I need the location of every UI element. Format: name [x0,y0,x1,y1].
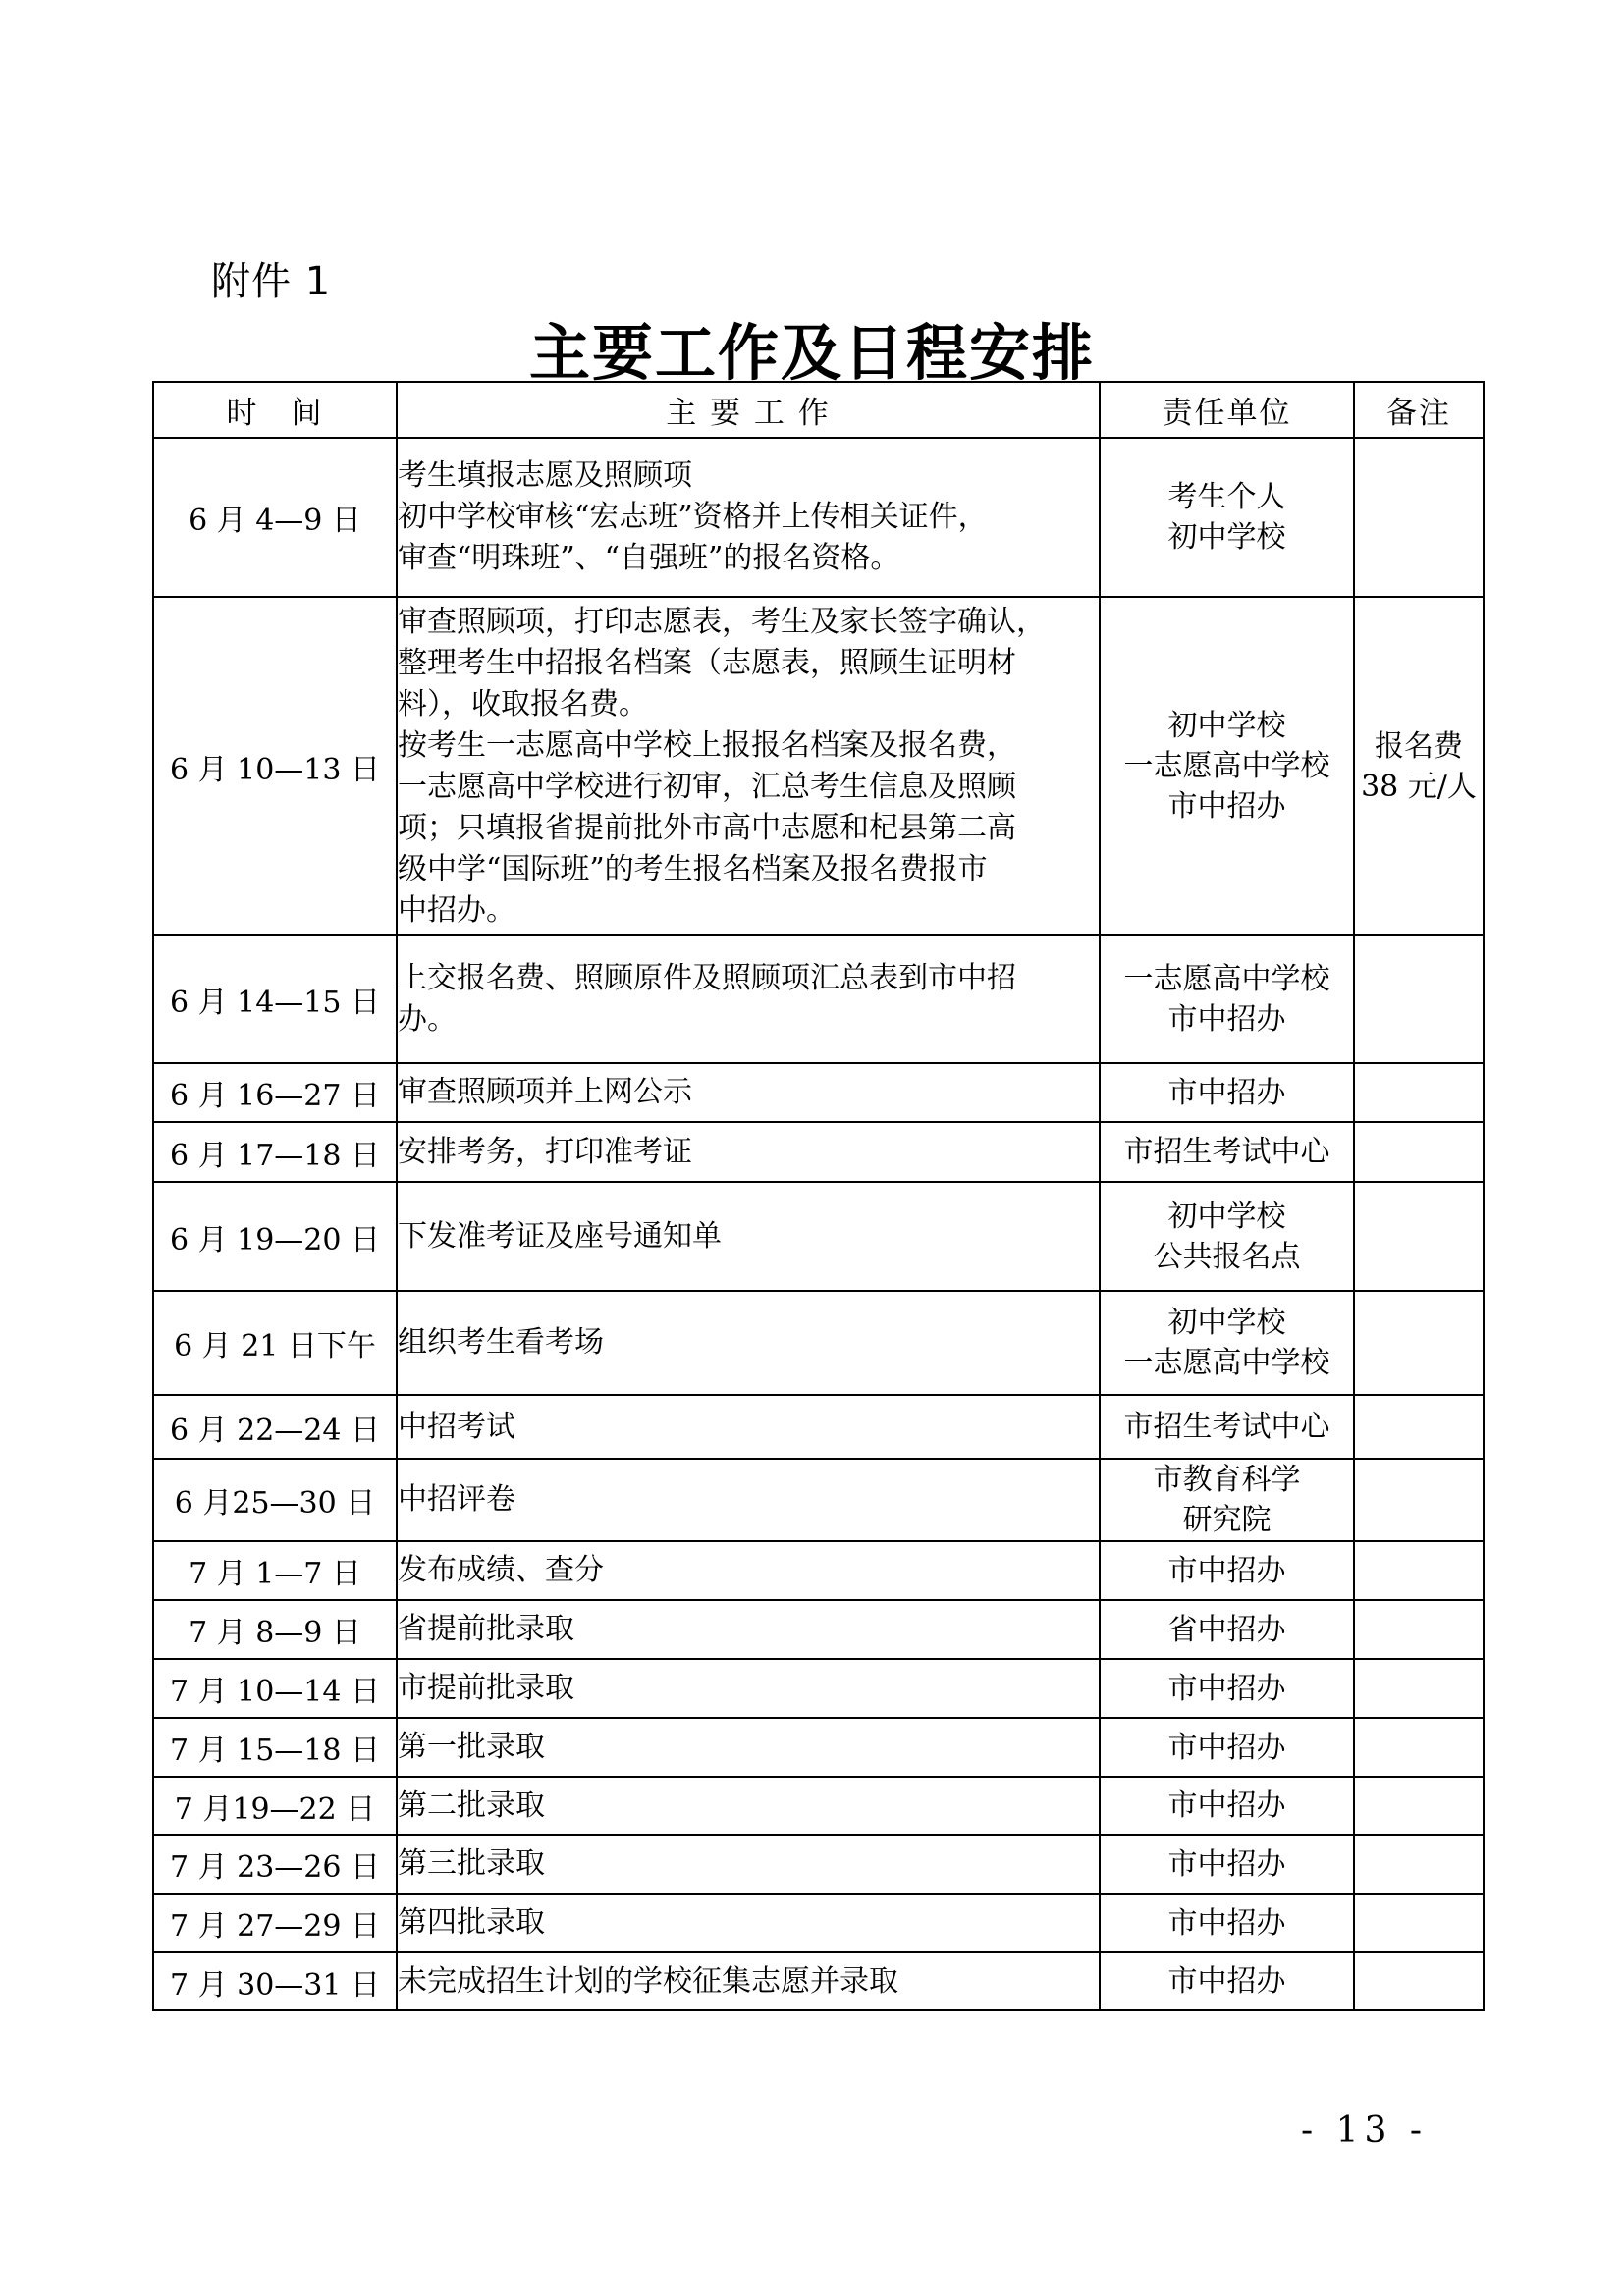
cell-note [1354,1063,1484,1122]
column-header-note: 备注 [1354,382,1484,438]
column-header-time: 时 间 [153,382,397,438]
table-row [153,1894,1484,1952]
cell-note [1354,1600,1484,1659]
cell-note [1354,1952,1484,2010]
cell-unit [1100,1122,1354,1182]
cell-work-line: 办。 [398,1002,457,1037]
cell-note [1354,1459,1484,1541]
table-row [153,1182,1484,1291]
table-row [153,1718,1484,1777]
cell-work [397,1182,1100,1291]
cell-work [397,1600,1100,1659]
cell-note [1354,1291,1484,1395]
cell-time: 6 月 17—18 日 [153,1122,397,1182]
cell-work [397,935,1100,1063]
cell-unit-line: 市招生考试中心 [1123,1410,1330,1444]
cell-work [397,1063,1100,1122]
cell-unit-line: 市中招办 [1167,1789,1286,1823]
cell-unit [1100,597,1354,935]
table-row [153,1291,1484,1395]
cell-time: 7 月 8—9 日 [153,1600,397,1659]
cell-work [397,1459,1100,1541]
cell-work [397,1777,1100,1835]
cell-unit-line: 初中学校 [1167,1306,1286,1340]
cell-unit [1100,1659,1354,1718]
cell-unit [1100,935,1354,1063]
cell-unit [1100,1894,1354,1952]
cell-unit [1100,1182,1354,1291]
table-row [153,935,1484,1063]
cell-work-line: 项；只填报省提前批外市高中志愿和杞县第二高 [398,810,1016,845]
cell-note [1354,438,1484,597]
cell-time: 6 月 4—9 日 [153,438,397,597]
cell-work-line: 中招考试 [398,1409,515,1444]
cell-work [397,1952,1100,2010]
cell-work [397,1122,1100,1182]
cell-unit-line: 省中招办 [1167,1612,1286,1647]
page-title: 主要工作及日程安排 [528,317,1095,389]
cell-time: 7 月 15—18 日 [153,1718,397,1777]
cell-work [397,1718,1100,1777]
cell-unit-line: 初中学校 [1167,709,1286,743]
cell-work [397,438,1100,597]
cell-time: 6 月 22—24 日 [153,1395,397,1459]
cell-time: 7 月 1—7 日 [153,1541,397,1600]
cell-work-line: 考生填报志愿及照顾项 [398,458,692,493]
table-body [153,438,1484,2010]
cell-work-line: 审查照顾项并上网公示 [398,1075,692,1109]
cell-unit [1100,1952,1354,2010]
cell-note [1354,1122,1484,1182]
cell-unit [1100,1541,1354,1600]
cell-unit-line: 一志愿高中学校 [1123,1346,1330,1380]
cell-work [397,1541,1100,1600]
cell-work [397,1835,1100,1894]
cell-time: 6 月 14—15 日 [153,935,397,1063]
cell-work [397,1291,1100,1395]
cell-time: 7 月 23—26 日 [153,1835,397,1894]
page-number: - 13 - [1301,2110,1429,2151]
cell-work-line: 第一批录取 [398,1730,545,1764]
cell-work [397,1894,1100,1952]
cell-unit-line: 市中招办 [1167,1002,1286,1037]
cell-note [1354,597,1484,935]
cell-unit [1100,1835,1354,1894]
cell-work-line: 中招办。 [398,892,515,928]
cell-time: 7 月19—22 日 [153,1777,397,1835]
cell-unit-line: 市教育科学 [1153,1463,1301,1497]
cell-note-line: 报名费 [1375,728,1463,764]
cell-work-line: 审查“明珠班”、“自强班”的报名资格。 [398,541,900,575]
cell-unit [1100,438,1354,597]
cell-note [1354,1777,1484,1835]
table-row [153,1659,1484,1718]
table-row [153,1777,1484,1835]
table-row [153,1395,1484,1459]
cell-unit-line: 初中学校 [1167,520,1286,555]
cell-unit-line: 市中招办 [1167,1730,1286,1765]
cell-note [1354,1659,1484,1718]
cell-work-line: 级中学“国际班”的考生报名档案及报名费报市 [398,851,988,886]
cell-unit [1100,1063,1354,1122]
cell-unit-line: 一志愿高中学校 [1123,962,1330,996]
table-row [153,1541,1484,1600]
cell-unit-line: 市中招办 [1167,1905,1286,1941]
cell-work-line: 初中学校审核“宏志班”资格并上传相关证件， [398,500,988,534]
cell-unit-line: 市中招办 [1167,1964,1286,1999]
cell-work-line: 组织考生看考场 [398,1325,604,1360]
cell-time: 7 月 30—31 日 [153,1952,397,2010]
cell-unit-line: 初中学校 [1167,1199,1286,1234]
cell-unit-line: 市中招办 [1167,1075,1286,1110]
column-header-unit: 责任单位 [1100,382,1354,438]
cell-work-line: 未完成招生计划的学校征集志愿并录取 [398,1963,898,1999]
cell-time: 7 月 10—14 日 [153,1659,397,1718]
cell-unit [1100,1777,1354,1835]
schedule-table [152,381,1485,2011]
table-row [153,1835,1484,1894]
cell-time: 6 月 10—13 日 [153,597,397,935]
cell-note [1354,1395,1484,1459]
cell-unit [1100,1291,1354,1395]
cell-work-line: 审查照顾项，打印志愿表，考生及家长签字确认， [398,604,1046,639]
column-header-work: 主 要 工 作 [397,382,1100,438]
cell-time: 6 月 16—27 日 [153,1063,397,1122]
cell-unit [1100,1459,1354,1541]
cell-time: 6 月 19—20 日 [153,1182,397,1291]
cell-work-line: 发布成绩、查分 [398,1553,604,1587]
table-row [153,597,1484,935]
cell-unit-line: 研究院 [1182,1503,1272,1537]
cell-note [1354,1541,1484,1600]
cell-work-line: 整理考生中招报名档案（志愿表，照顾生证明材 [398,645,1016,680]
cell-note [1354,1182,1484,1291]
cell-note [1354,1718,1484,1777]
cell-unit-line: 一志愿高中学校 [1123,749,1330,783]
table-row [153,438,1484,597]
cell-unit [1100,1600,1354,1659]
cell-unit-line: 市中招办 [1167,1553,1286,1588]
cell-work-line: 市提前批录取 [398,1671,574,1705]
attachment-label: 附件 1 [211,259,332,304]
cell-work [397,1659,1100,1718]
table-row [153,1600,1484,1659]
cell-work-line: 中招评卷 [398,1482,515,1517]
cell-unit [1100,1395,1354,1459]
cell-note [1354,935,1484,1063]
cell-unit-line: 市中招办 [1167,1846,1286,1882]
cell-work-line: 料），收取报名费。 [398,686,648,721]
cell-work-line: 第四批录取 [398,1905,545,1940]
cell-work-line: 第三批录取 [398,1846,545,1881]
cell-work-line: 上交报名费、照顾原件及照顾项汇总表到市中招 [398,961,1016,995]
cell-work-line: 省提前批录取 [398,1612,574,1646]
table-header-row [153,382,1484,438]
cell-unit-line: 公共报名点 [1153,1239,1301,1274]
cell-unit-line: 市招生考试中心 [1123,1135,1330,1169]
cell-unit-line: 市中招办 [1167,789,1286,824]
cell-work [397,1395,1100,1459]
table-row [153,1122,1484,1182]
cell-note-line: 38 元/人 [1361,769,1477,804]
cell-work-line: 一志愿高中学校进行初审，汇总考生信息及照顾 [398,769,1016,804]
table-row [153,1952,1484,2010]
cell-time: 6 月 21 日下午 [153,1291,397,1395]
table-row [153,1063,1484,1122]
cell-time: 7 月 27—29 日 [153,1894,397,1952]
cell-work-line: 第二批录取 [398,1788,545,1823]
cell-work-line: 下发准考证及座号通知单 [398,1218,722,1254]
cell-work-line: 安排考务，打印准考证 [398,1134,692,1169]
cell-time: 6 月25—30 日 [153,1459,397,1541]
cell-note [1354,1835,1484,1894]
cell-note [1354,1894,1484,1952]
cell-unit-line: 考生个人 [1167,480,1286,514]
cell-unit-line: 市中招办 [1167,1671,1286,1706]
cell-work-line: 按考生一志愿高中学校上报报名档案及报名费， [398,727,1016,763]
cell-work [397,597,1100,935]
table-row [153,1459,1484,1541]
cell-unit [1100,1718,1354,1777]
